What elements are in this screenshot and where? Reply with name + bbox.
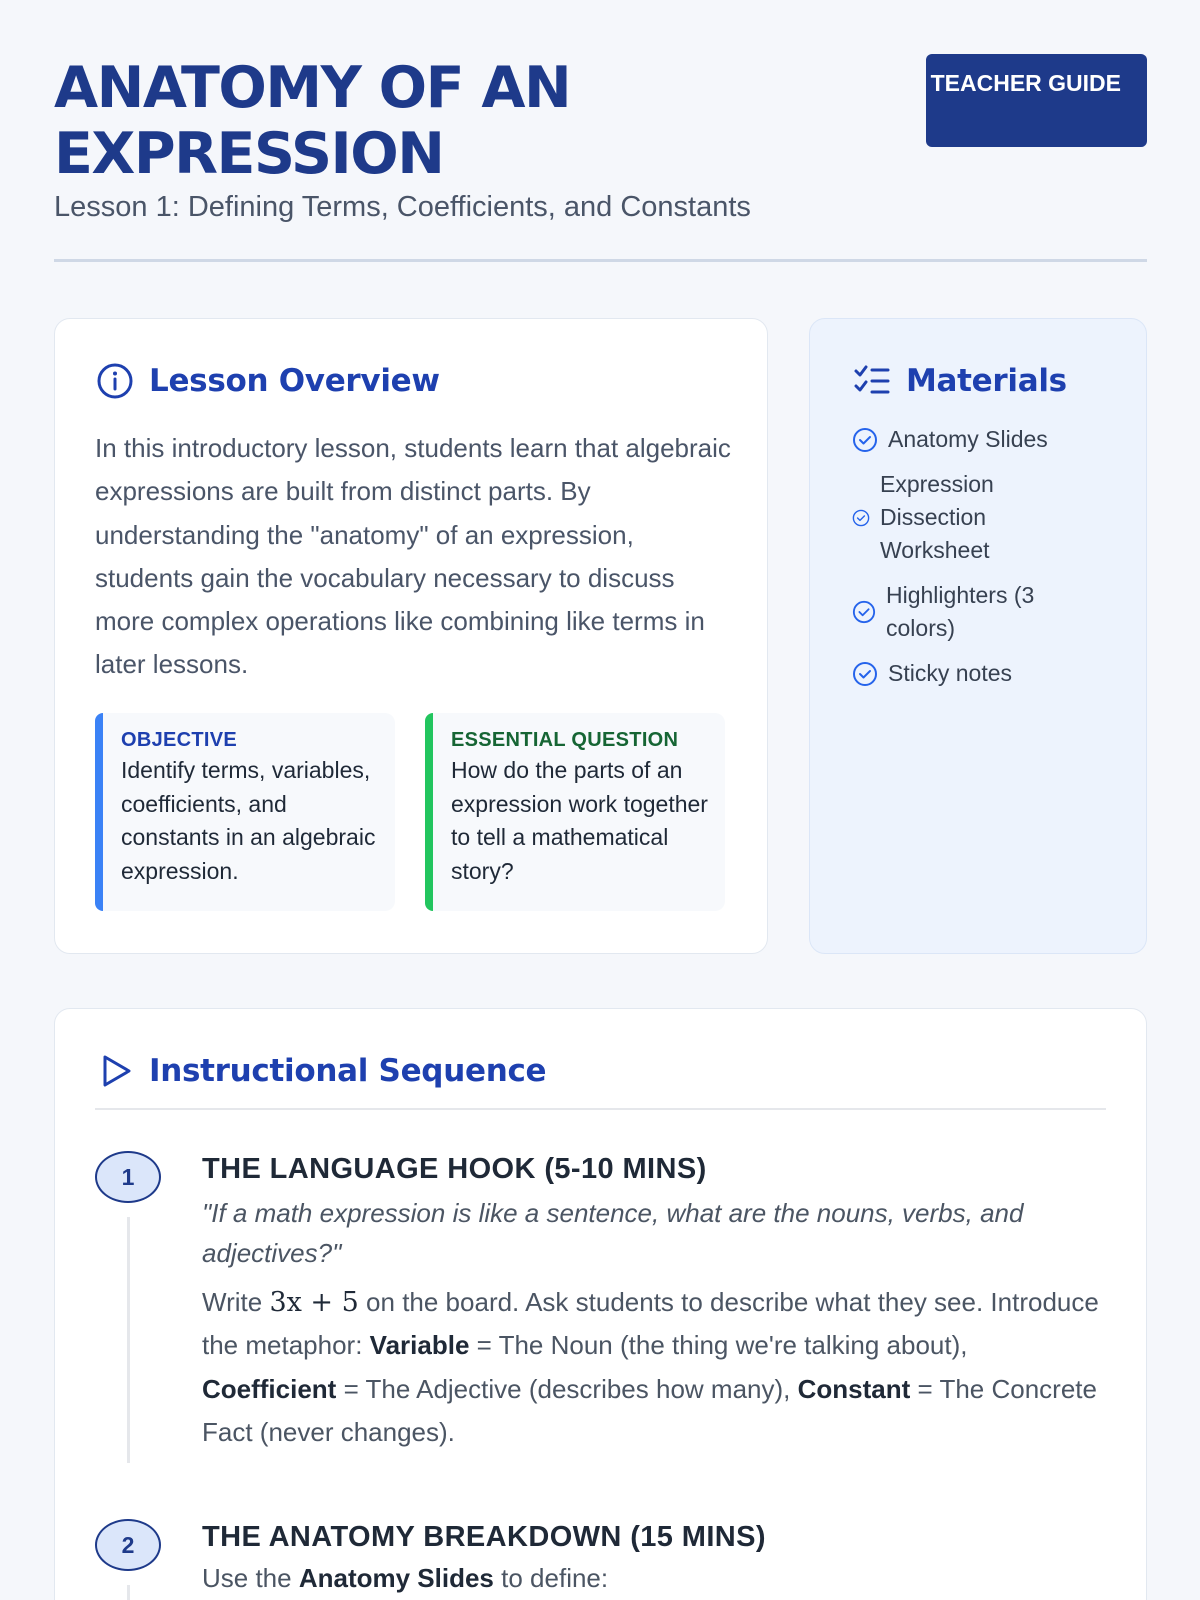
instructional-sequence-card bbox=[54, 1008, 1147, 1600]
text-fragment: on the board. Ask students to describe what they see. Introduce the metaphor: bbox=[202, 1287, 1099, 1361]
check-circle-icon bbox=[852, 509, 870, 527]
objective-callout bbox=[95, 713, 395, 911]
definition-coefficient: = The Adjective (describes how many), bbox=[343, 1373, 791, 1404]
sequence-step bbox=[95, 1519, 1105, 1600]
text-fragment: Write bbox=[202, 1287, 263, 1317]
objective-text: Identify terms, variables, coefficients, and constants in an algebraic expression. bbox=[121, 757, 376, 884]
essential-question-text: How do the parts of an expression work together to tell a mathematical story? bbox=[451, 757, 708, 884]
page-header bbox=[54, 0, 1147, 262]
materials-list bbox=[852, 423, 1122, 702]
essential-question-callout bbox=[425, 713, 725, 911]
step-number-badge: 1 bbox=[95, 1151, 161, 1203]
materials-heading: Materials bbox=[906, 363, 1067, 399]
definition-variable: = The Noun (the thing we're talking about), bbox=[476, 1330, 968, 1361]
material-item bbox=[852, 468, 1122, 567]
material-item bbox=[852, 579, 1122, 645]
material-label: Anatomy Slides bbox=[888, 426, 1048, 452]
material-label: Sticky notes bbox=[888, 660, 1012, 686]
overview-heading: Lesson Overview bbox=[149, 363, 440, 399]
lesson-page bbox=[54, 0, 1147, 1593]
essential-question-label: ESSENTIAL QUESTION bbox=[451, 729, 679, 751]
play-icon bbox=[95, 1051, 135, 1091]
sequence-heading: Instructional Sequence bbox=[149, 1053, 547, 1089]
sequence-divider bbox=[95, 1108, 1106, 1110]
step-title: THE ANATOMY BREAKDOWN (15 MINS) bbox=[202, 1521, 766, 1553]
step-body bbox=[202, 1151, 1102, 1454]
page-subtitle: Lesson 1: Defining Terms, Coefficients, and Constants bbox=[54, 191, 751, 223]
lesson-overview-card bbox=[54, 318, 768, 954]
term-constant: Constant bbox=[797, 1373, 911, 1404]
expression-text: 3x + 5 bbox=[269, 1287, 359, 1318]
check-circle-icon bbox=[852, 600, 876, 624]
checklist-icon bbox=[852, 361, 892, 401]
step-connector-line bbox=[127, 1585, 130, 1600]
text-fragment: to define: bbox=[501, 1563, 609, 1593]
material-label: Expression Dissection Worksheet bbox=[880, 471, 994, 563]
materials-card bbox=[809, 318, 1147, 954]
check-circle-icon bbox=[852, 661, 878, 687]
step-number-badge: 2 bbox=[95, 1519, 161, 1571]
step-description bbox=[202, 1557, 1102, 1600]
math-expression bbox=[269, 1287, 358, 1318]
teacher-guide-badge bbox=[926, 54, 1147, 147]
material-item bbox=[852, 657, 1122, 690]
objective-label: OBJECTIVE bbox=[121, 729, 238, 751]
sequence-step bbox=[95, 1151, 1105, 1471]
step-title: THE LANGUAGE HOOK (5-10 MINS) bbox=[202, 1153, 707, 1185]
anatomy-slides-ref: Anatomy Slides bbox=[298, 1563, 494, 1593]
materials-heading-row bbox=[852, 361, 1067, 401]
step-connector-line bbox=[127, 1217, 130, 1463]
page-title: ANATOMY OF AN EXPRESSION bbox=[54, 55, 571, 187]
term-variable: Variable bbox=[369, 1330, 470, 1361]
sequence-heading-row bbox=[95, 1051, 546, 1091]
material-item bbox=[852, 423, 1122, 456]
step-quote: "If a math expression is like a sentence, what are the nouns, verbs, and adjectives?" bbox=[202, 1198, 1024, 1268]
check-circle-icon bbox=[852, 427, 878, 453]
overview-text: In this introductory lesson, students learn that algebraic expressions are built from distinct parts. By understanding the "anatomy" of an expression, students gain the vocabulary necessary to discuss more complex operations like combining like terms in later lessons. bbox=[95, 433, 731, 680]
text-fragment: Use the bbox=[202, 1563, 292, 1593]
material-label: Highlighters (3 colors) bbox=[886, 582, 1035, 641]
overview-heading-row bbox=[95, 361, 440, 401]
definition-constant: = The Concrete Fact (never changes). bbox=[202, 1373, 1097, 1447]
info-circle-icon bbox=[95, 361, 135, 401]
badge-label: TEACHER GUIDE bbox=[930, 70, 1121, 96]
term-coefficient: Coefficient bbox=[202, 1373, 337, 1404]
step-body bbox=[202, 1519, 1102, 1600]
step-description bbox=[202, 1281, 1102, 1454]
